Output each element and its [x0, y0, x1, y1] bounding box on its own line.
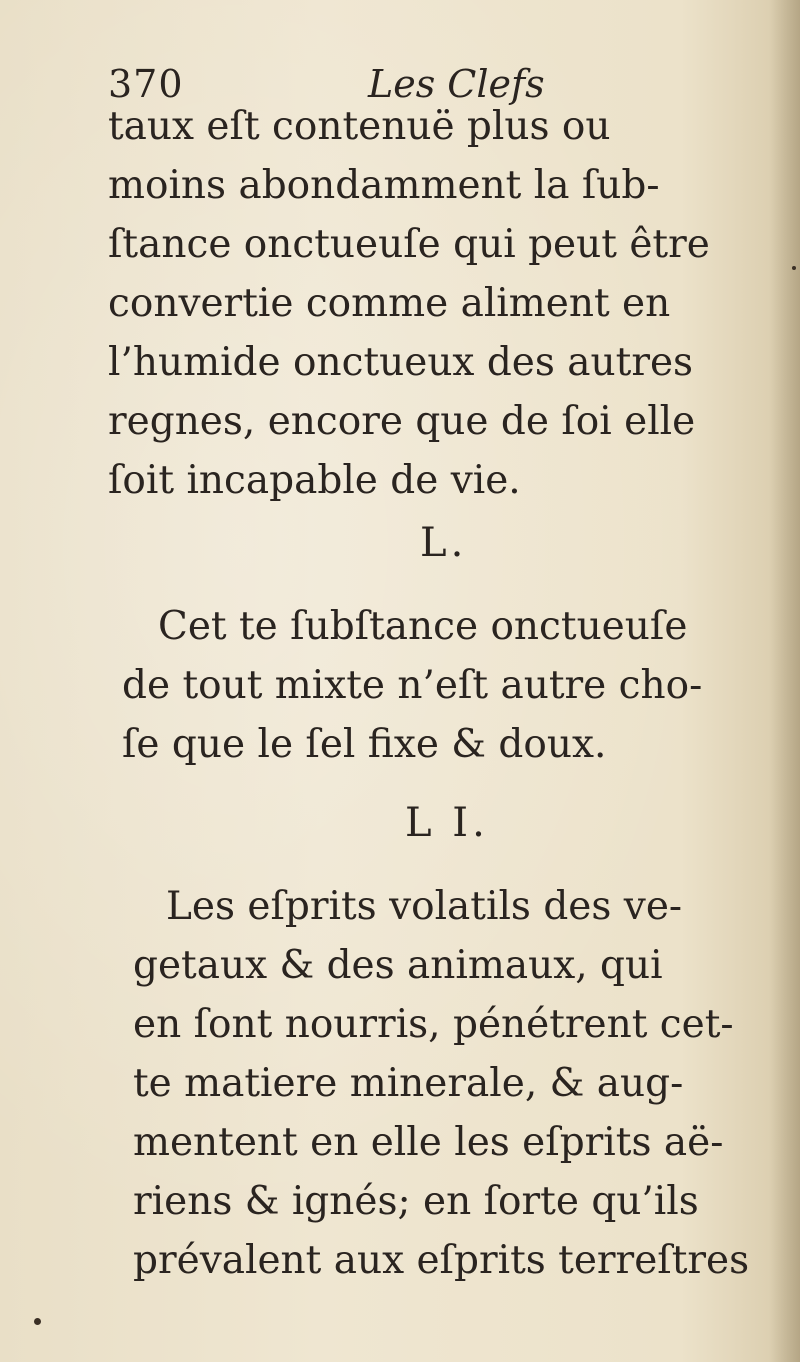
- text-line: ſtance onctueuſe qui peut être: [108, 222, 710, 267]
- ink-speck: [792, 266, 796, 270]
- text-line: mentent en elle les eſprits aë-: [133, 1120, 724, 1165]
- text-line: taux eſt contenuë plus ou: [108, 104, 611, 149]
- section-heading-li: L I.: [405, 800, 489, 846]
- text-line: getaux & des animaux, qui: [133, 943, 663, 988]
- page-number: 370: [108, 62, 184, 106]
- page-edge-shadow: [770, 0, 800, 1362]
- text-line: en ſont nourris, pénétrent cet-: [133, 1002, 734, 1047]
- text-line: regnes, encore que de ſoi elle: [108, 399, 696, 444]
- text-line: l’humide onctueux des autres: [108, 340, 694, 385]
- text-line: ſe que le ſel fixe & doux.: [122, 722, 607, 767]
- text-line: te matiere minerale, & aug-: [133, 1061, 684, 1106]
- text-line: prévalent aux eſprits terreſtres: [133, 1238, 750, 1283]
- text-line: ſoit incapable de vie.: [108, 458, 521, 503]
- text-line: Les eſprits volatils des ve-: [166, 884, 683, 929]
- running-title: Les Clefs: [368, 62, 545, 106]
- section-heading-l: L.: [420, 520, 468, 566]
- text-line: convertie comme aliment en: [108, 281, 671, 326]
- text-line: de tout mixte n’eſt autre cho-: [122, 663, 703, 708]
- text-line: Cet te ſubſtance onctueuſe: [158, 604, 688, 649]
- text-line: moins abondamment la ſub-: [108, 163, 660, 208]
- ink-speck: [34, 1318, 41, 1325]
- text-line: riens & ignés; en ſorte qu’ils: [133, 1179, 699, 1224]
